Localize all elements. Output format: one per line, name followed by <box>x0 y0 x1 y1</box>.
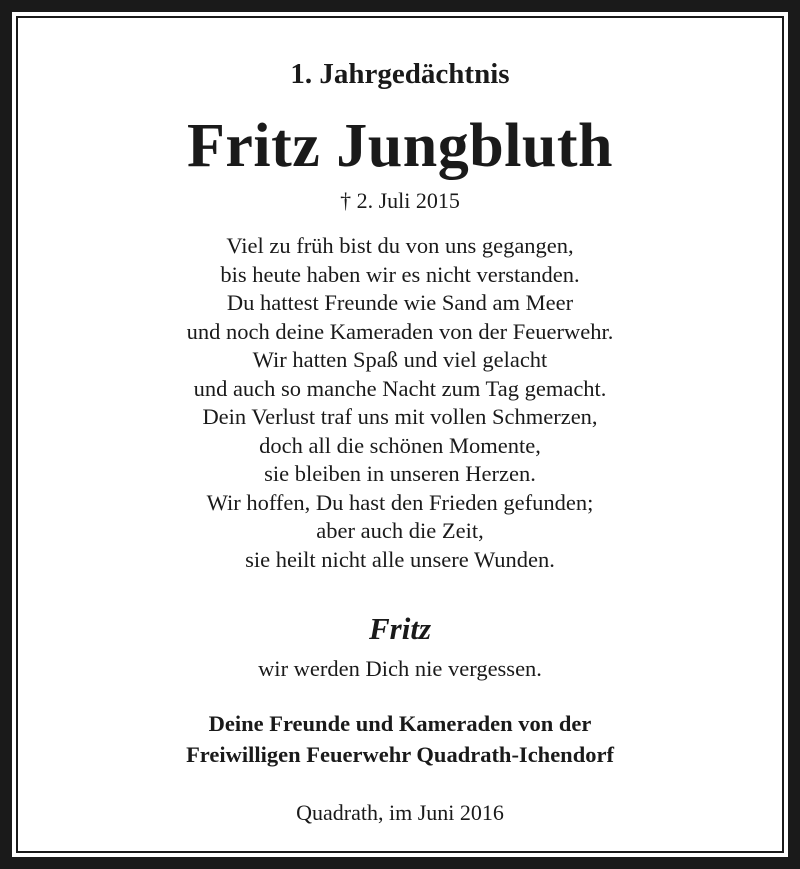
obituary-notice <box>16 16 784 853</box>
poem-line: doch all die schönen Momente, <box>259 432 541 458</box>
poem-line: Viel zu früh bist du von uns gegangen, <box>226 233 574 258</box>
poem-line: Du hattest Freunde wie Sand am Meer <box>226 290 574 315</box>
poem-line: sie bleiben in unseren Herzen. <box>264 461 536 486</box>
poem-line: und noch deine Kameraden von der Feuerwehr. <box>186 318 614 344</box>
signers-line: Freiwilligen Feuerwehr Quadrath-Ichendorf <box>186 742 614 767</box>
deceased-name: Fritz Jungbluth <box>186 112 614 180</box>
anniversary-heading: 1. Jahrgedächtnis <box>290 58 510 90</box>
poem-line: aber auch die Zeit, <box>316 518 484 543</box>
notice-frame-gap <box>12 12 788 857</box>
signers-block <box>18 708 782 770</box>
poem-line: Dein Verlust traf uns mit vollen Schmerzen, <box>202 404 598 429</box>
poem-line: und auch so manche Nacht zum Tag gemacht. <box>193 375 607 401</box>
signers-line: Deine Freunde und Kameraden von der <box>208 711 592 736</box>
death-date: † 2. Juli 2015 <box>340 188 460 213</box>
poem-line: Wir hatten Spaß und viel gelacht <box>252 347 548 372</box>
never-forget-line: wir werden Dich nie vergessen. <box>258 656 542 681</box>
poem-line: bis heute haben wir es nicht verstanden. <box>220 261 580 287</box>
poem-line: sie heilt nicht alle unsere Wunden. <box>245 546 555 572</box>
place-and-date: Quadrath, im Juni 2016 <box>296 800 504 825</box>
poem-line: Wir hoffen, Du hast den Frieden gefunden; <box>206 489 594 515</box>
first-name-dedication: Fritz <box>368 611 432 646</box>
memorial-poem <box>18 232 782 574</box>
